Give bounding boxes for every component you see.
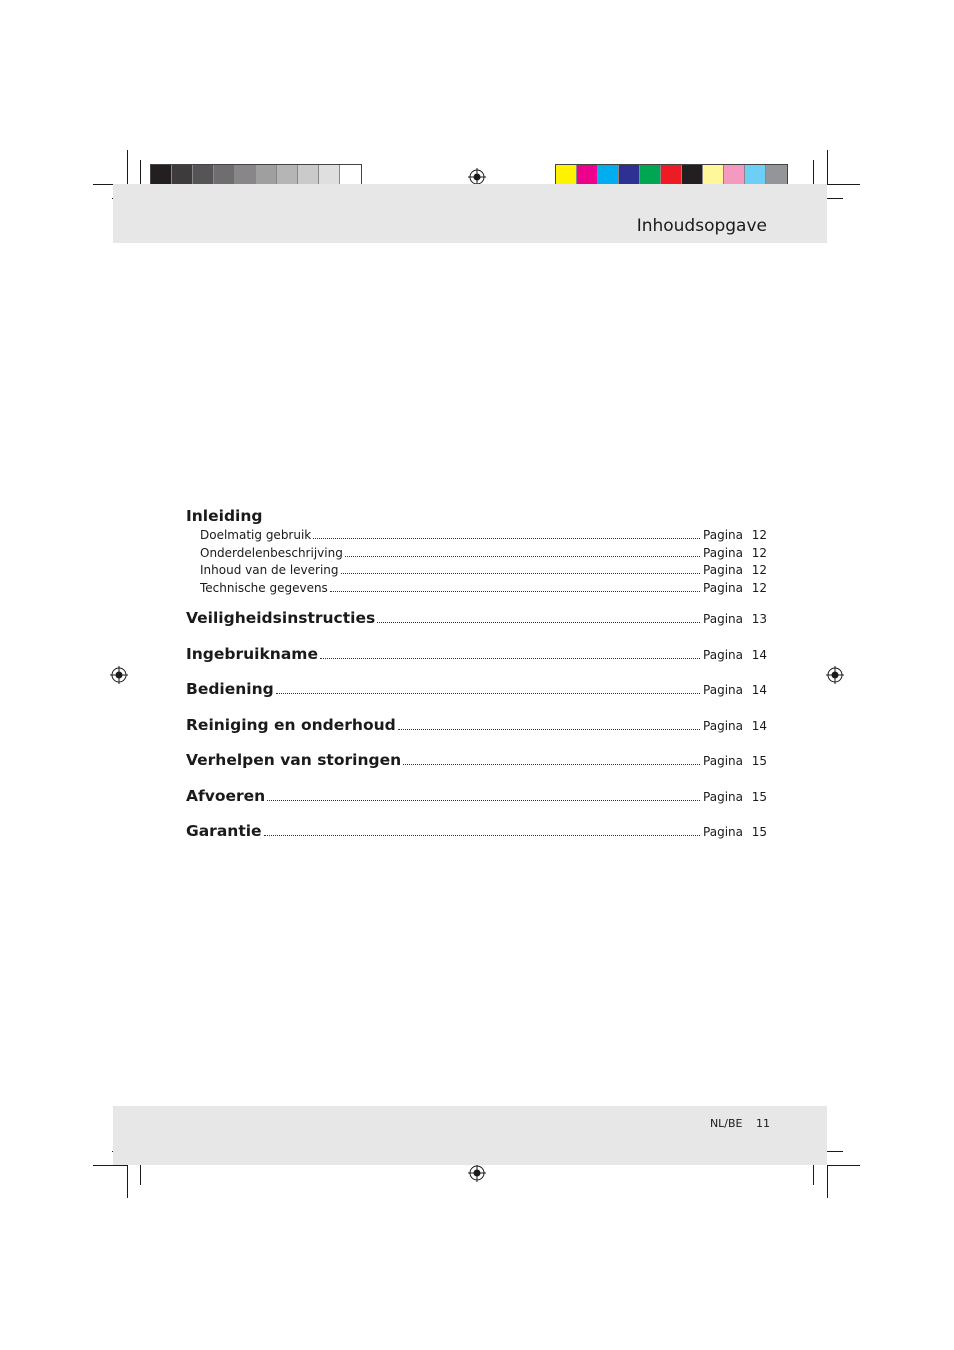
toc-entry-label: Bediening bbox=[186, 680, 274, 699]
crop-mark bbox=[827, 1165, 828, 1198]
footer-locale: NL/BE bbox=[709, 1117, 743, 1130]
crop-mark bbox=[827, 198, 843, 199]
dot-leader bbox=[377, 621, 700, 623]
toc-entry[interactable] bbox=[186, 680, 767, 716]
dot-leader bbox=[330, 590, 700, 592]
page-number-ref: 14 bbox=[751, 718, 767, 733]
page-label: Pagina bbox=[703, 718, 743, 733]
toc-entry[interactable] bbox=[186, 609, 767, 645]
toc-page-ref bbox=[703, 612, 767, 626]
crop-mark bbox=[813, 160, 814, 185]
page-label: Pagina bbox=[703, 647, 743, 662]
crop-mark bbox=[127, 1165, 128, 1198]
dot-leader bbox=[341, 572, 701, 574]
page-number: 11 bbox=[756, 1117, 770, 1130]
toc-page-ref bbox=[703, 790, 767, 804]
page-number-ref: 12 bbox=[751, 545, 767, 560]
page-number-ref: 15 bbox=[751, 754, 767, 769]
table-of-contents bbox=[186, 506, 767, 858]
toc-subentry[interactable] bbox=[200, 562, 767, 580]
toc-entry[interactable] bbox=[186, 787, 767, 823]
page-label: Pagina bbox=[703, 580, 743, 595]
toc-page-ref bbox=[703, 580, 767, 598]
toc-entry[interactable] bbox=[186, 751, 767, 787]
toc-entry[interactable] bbox=[186, 822, 767, 858]
toc-subentry[interactable] bbox=[200, 545, 767, 563]
toc-entry-label: Ingebruikname bbox=[186, 644, 318, 663]
toc-entry-label: Verhelpen van storingen bbox=[186, 751, 402, 770]
toc-page-ref bbox=[703, 562, 767, 580]
crop-mark bbox=[813, 1165, 814, 1185]
toc-entry-label: Technische gegevens bbox=[200, 580, 328, 595]
page-label: Pagina bbox=[703, 825, 743, 840]
toc-page-ref bbox=[703, 683, 767, 697]
page-number-ref: 15 bbox=[751, 789, 767, 804]
page-label: Pagina bbox=[703, 612, 743, 627]
page-label: Pagina bbox=[703, 545, 743, 560]
toc-entry-label: Onderdelenbeschrijving bbox=[200, 545, 343, 560]
toc-page-ref bbox=[703, 825, 767, 839]
page-number-ref: 15 bbox=[751, 825, 767, 840]
crop-mark bbox=[127, 150, 128, 185]
toc-entry-label: Veiligheidsinstructies bbox=[186, 609, 376, 628]
crop-mark bbox=[827, 150, 828, 185]
toc-intro-list bbox=[200, 527, 767, 597]
page-number-ref: 14 bbox=[751, 647, 767, 662]
toc-entry-label: Reiniging en onderhoud bbox=[186, 715, 396, 734]
toc-entry-label: Inhoud van de levering bbox=[200, 563, 339, 578]
footer bbox=[710, 1117, 770, 1130]
dot-leader bbox=[345, 555, 700, 557]
registration-mark-icon bbox=[826, 666, 844, 684]
crop-mark bbox=[93, 1165, 128, 1166]
page-label: Pagina bbox=[703, 528, 743, 542]
page-label: Pagina bbox=[703, 563, 743, 578]
page-label: Pagina bbox=[703, 683, 743, 698]
dot-leader bbox=[398, 728, 700, 730]
registration-mark-icon bbox=[468, 1164, 486, 1182]
crop-mark bbox=[827, 184, 860, 185]
page-number-ref: 12 bbox=[751, 563, 767, 578]
toc-page-ref bbox=[703, 719, 767, 733]
registration-mark-icon bbox=[110, 666, 128, 684]
dot-leader bbox=[313, 537, 700, 539]
toc-intro-title: Inleiding bbox=[186, 507, 263, 525]
toc-entry-label: Doelmatig gebruik bbox=[200, 528, 312, 542]
page-label: Pagina bbox=[703, 754, 743, 769]
toc-subentry[interactable] bbox=[200, 527, 767, 545]
toc-page-ref bbox=[703, 545, 767, 563]
page-number-ref: 12 bbox=[751, 528, 767, 542]
page-number-ref: 13 bbox=[751, 612, 767, 627]
toc-entry-label: Afvoeren bbox=[186, 786, 266, 805]
footer-band bbox=[113, 1106, 827, 1165]
toc-page-ref bbox=[703, 754, 767, 768]
toc-page-ref bbox=[703, 648, 767, 662]
dot-leader bbox=[276, 692, 700, 694]
toc-entry-label: Garantie bbox=[186, 822, 262, 841]
crop-mark bbox=[827, 1151, 843, 1152]
dot-leader bbox=[320, 657, 700, 659]
page-label: Pagina bbox=[703, 789, 743, 804]
toc-entry[interactable] bbox=[186, 645, 767, 681]
toc-page-ref bbox=[703, 527, 767, 545]
page-title: Inhoudsopgave bbox=[636, 216, 767, 236]
dot-leader bbox=[264, 834, 700, 836]
page-number-ref: 14 bbox=[751, 683, 767, 698]
dot-leader bbox=[403, 763, 700, 765]
toc-subentry[interactable] bbox=[200, 580, 767, 598]
crop-mark bbox=[827, 1165, 860, 1166]
crop-mark bbox=[140, 1165, 141, 1185]
dot-leader bbox=[267, 799, 700, 801]
page-number-ref: 12 bbox=[751, 580, 767, 595]
toc-section-list bbox=[186, 609, 767, 858]
toc-entry[interactable] bbox=[186, 716, 767, 752]
crop-mark bbox=[140, 160, 141, 185]
